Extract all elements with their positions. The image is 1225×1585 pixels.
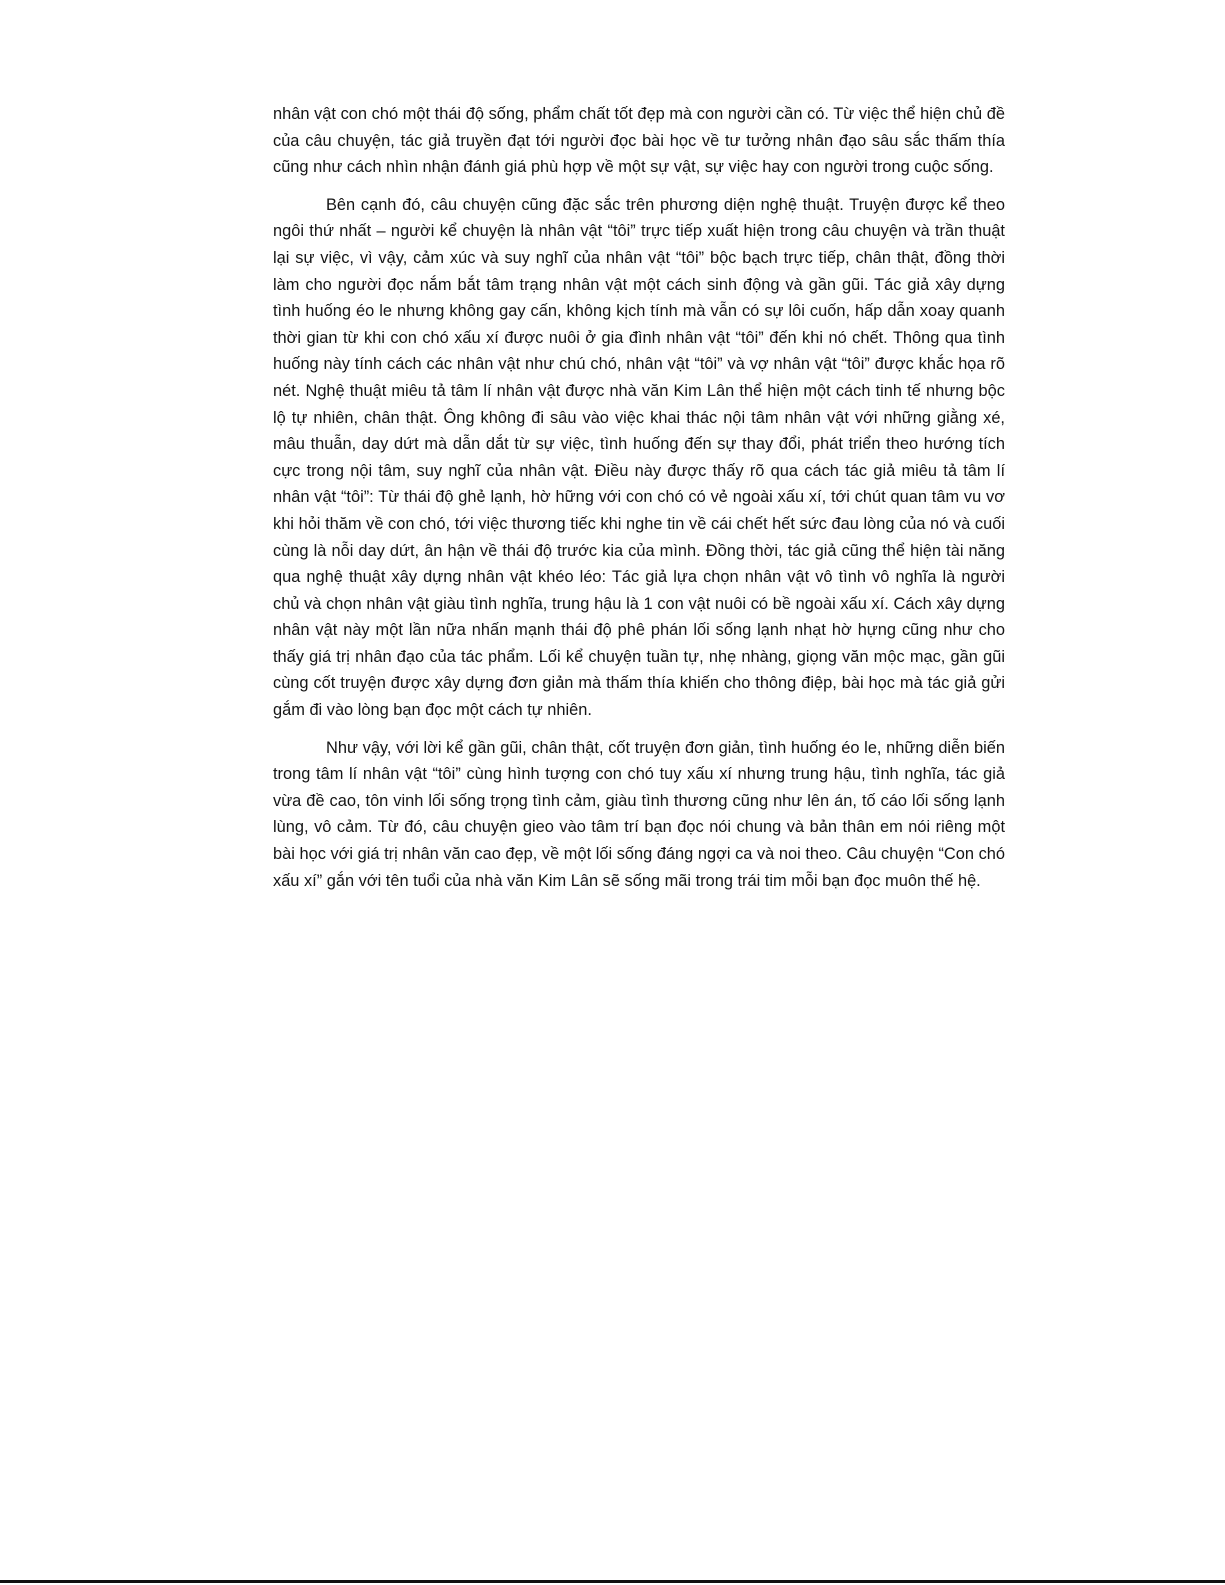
paragraph-1: nhân vật con chó một thái độ sống, phẩm chất tốt đẹp mà con người cần có. Từ việc thể hiện chủ đề của câu chuyện, tác giả truyền đạt tới người đọc bài học về tư tưởng nhân đạo sâu sắc thấm thía cũng như cách nhìn nhận đánh giá phù hợp về một sự vật, sự việc hay con người trong cuộc sống. [273, 105, 1005, 177]
paragraph-3: Như vậy, với lời kể gần gũi, chân thật, cốt truyện đơn giản, tình huống éo le, những diễn biến trong tâm lí nhân vật “tôi” cùng hình tượng con chó tuy xấu xí nhưng trung hậu, tình nghĩa, tác giả vừa đề cao, tôn vinh lối sống trọng tình cảm, giàu tình thương cũng như lên án, tố cáo lối sống lạnh lùng, vô cảm. Từ đó, câu chuyện gieo vào tâm trí bạn đọc nói chung và bản thân em nói riêng một bài học với giá trị nhân văn cao đẹp, về một lối sống đáng ngợi ca và noi theo. Câu chuyện “Con chó xấu xí” gắn với tên tuổi của nhà văn Kim Lân sẽ sống mãi trong trái tim mỗi bạn đọc muôn thế hệ. [273, 738, 1005, 890]
page-bottom-border [0, 1580, 1225, 1583]
essay-body [273, 101, 1005, 905]
paragraph-2: Bên cạnh đó, câu chuyện cũng đặc sắc trên phương diện nghệ thuật. Truyện được kể theo ngôi thứ nhất – người kể chuyện là nhân vật “tôi” trực tiếp xuất hiện trong câu chuyện và trần thuật lại sự việc, vì vậy, cảm xúc và suy nghĩ của nhân vật “tôi” bộc bạch trực tiếp, chân thật, đồng thời làm cho người đọc nắm bắt tâm trạng nhân vật một cách sinh động và gần gũi. Tác giả xây dựng tình huống éo le nhưng không gay cấn, không kịch tính mà vẫn có sự lôi cuốn, hấp dẫn xoay quanh thời gian từ khi con chó xấu xí được nuôi ở gia đình nhân vật “tôi” đến khi nó chết. Thông qua tình huống này tính cách các nhân vật như chú chó, nhân vật “tôi” và vợ nhân vật “tôi” được khắc họa rõ nét. Nghệ thuật miêu tả tâm lí nhân vật được nhà văn Kim Lân thể hiện một cách tinh tế nhưng bộc lộ tự nhiên, chân thật. Ông không đi sâu vào việc khai thác nội tâm nhân vật với những giằng xé, mâu thuẫn, day dứt mà dẫn dắt từ sự việc, tình huống đến sự thay đổi, phát triển theo hướng tích cực trong nội tâm, suy nghĩ của nhân vật. Điều này được thấy rõ qua cách tác giả miêu tả tâm lí nhân vật “tôi”: Từ thái độ ghẻ lạnh, hờ hững với con chó có vẻ ngoài xấu xí, tới chút quan tâm vu vơ khi hỏi thăm về con chó, tới việc thương tiếc khi nghe tin về cái chết hết sức đau lòng của nó và cuối cùng là nỗi day dứt, ân hận về thái độ trước kia của mình. Đồng thời, tác giả cũng thể hiện tài năng qua nghệ thuật xây dựng nhân vật khéo léo: Tác giả lựa chọn nhân vật vô tình vô nghĩa là người chủ và chọn nhân vật giàu tình nghĩa, trung hậu là 1 con vật nuôi có bề ngoài xấu xí. Cách xây dựng nhân vật này một lần nữa nhấn mạnh thái độ phê phán lối sống lạnh nhạt hờ hựng cũng như cho thấy giá trị nhân đạo của tác phẩm. Lối kể chuyện tuần tự, nhẹ nhàng, giọng văn mộc mạc, gần gũi cùng cốt truyện được xây dựng đơn giản mà thấm thía khiến cho thông điệp, bài học mà tác giả gửi gắm đi vào lòng bạn đọc một cách tự nhiên. [273, 195, 1005, 720]
